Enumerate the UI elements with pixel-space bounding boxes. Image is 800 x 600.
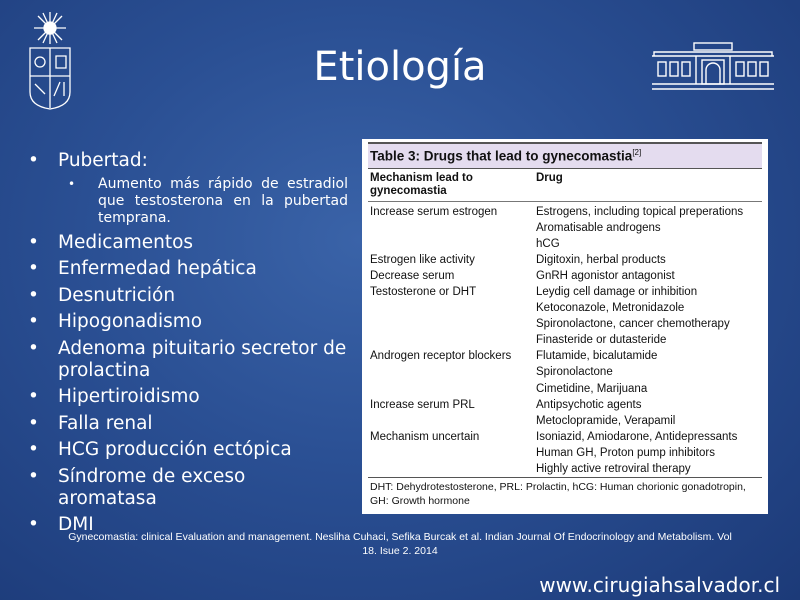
bullet-item: • Hipogonadismo bbox=[28, 311, 348, 333]
table-footnote: DHT: Dehydrotestosterone, PRL: Prolactin, hCG: Human chorionic gonadotropin, GH: Growth hormone bbox=[368, 477, 762, 508]
table-cell-mechanism bbox=[370, 316, 536, 332]
table-cell-mechanism: Androgen receptor blockers bbox=[370, 350, 512, 363]
table-row bbox=[370, 204, 760, 220]
table-row bbox=[370, 429, 760, 445]
slide-title: Etiología bbox=[313, 44, 487, 90]
table-cell-mechanism bbox=[370, 461, 536, 477]
table-cell-drug: Spironolactone bbox=[536, 366, 613, 379]
table-cell-drug: Cimetidine, Marijuana bbox=[536, 382, 648, 395]
table-cell-drug: Antipsychotic agents bbox=[536, 398, 642, 411]
bullet-text: Pubertad: bbox=[58, 150, 148, 171]
table-cell-mechanism bbox=[370, 381, 536, 397]
table-cell-drug: Digitoxin, herbal products bbox=[536, 253, 666, 266]
citation: Gynecomastia: clinical Evaluation and management. Nesliha Cuhaci, Sefika Burcak et al. Indian Journal Of Endocrinology and Metabolism. Vol 18. Isue 2. 2014 bbox=[68, 531, 732, 557]
table-cell-mechanism bbox=[370, 300, 536, 316]
table-cell-mechanism bbox=[370, 445, 536, 461]
table-cell-mechanism bbox=[370, 364, 536, 380]
table-cell-mechanism: Increase serum estrogen bbox=[370, 205, 498, 218]
table-body bbox=[368, 202, 762, 478]
sub-bullet-list bbox=[58, 176, 348, 227]
bullet-item bbox=[28, 150, 348, 227]
table-row bbox=[370, 300, 760, 316]
table-cell-drug: Highly active retroviral therapy bbox=[536, 463, 691, 475]
bullet-item: • Medicamentos bbox=[28, 232, 348, 254]
table-cell-drug: GnRH agonistor antagonist bbox=[536, 269, 675, 282]
table-row bbox=[370, 252, 760, 268]
table-cell-mechanism: Increase serum PRL bbox=[370, 398, 475, 411]
bullet-item: • Adenoma pituitario secretor de prolactina bbox=[28, 338, 348, 382]
table-row bbox=[370, 316, 760, 332]
table-header-drug: Drug bbox=[536, 171, 563, 184]
table-cell-drug: Leydig cell damage or inhibition bbox=[536, 285, 698, 298]
bullet-item: • Enfermedad hepática bbox=[28, 258, 348, 280]
bullet-list bbox=[28, 150, 348, 541]
table-cell-drug: Human GH, Proton pump inhibitors bbox=[536, 446, 715, 459]
table-cell-drug: Metoclopramide, Verapamil bbox=[536, 414, 676, 427]
bullet-item: • HCG producción ectópica bbox=[28, 439, 348, 461]
table-cell-drug: Ketoconazole, Metronidazole bbox=[536, 302, 685, 315]
bullet-item: • Falla renal bbox=[28, 413, 348, 435]
table-cell-mechanism: Mechanism uncertain bbox=[370, 430, 480, 443]
table-row bbox=[370, 397, 760, 413]
table-row bbox=[370, 445, 760, 461]
table-cell-mechanism bbox=[370, 236, 536, 252]
table-row bbox=[370, 284, 760, 300]
table-row bbox=[370, 236, 760, 252]
table-cell-mechanism: Decrease serum bbox=[370, 269, 455, 282]
bullet-item: • Síndrome de exceso aromatasa bbox=[28, 466, 348, 510]
bullet-item: • Desnutrición bbox=[28, 285, 348, 307]
table-row bbox=[370, 461, 760, 477]
table-row bbox=[370, 381, 760, 397]
website-url: www.cirugiahsalvador.cl bbox=[539, 573, 780, 597]
table-cell-mechanism: Estrogen like activity bbox=[370, 253, 475, 266]
table-row bbox=[370, 364, 760, 380]
sub-bullet-item: • Aumento más rápido de estradiol que testosterona en la pubertad temprana. bbox=[58, 176, 348, 227]
table-cell-drug: Spironolactone, cancer chemotherapy bbox=[536, 318, 730, 331]
table-row bbox=[370, 268, 760, 284]
table-cell-drug: Flutamide, bicalutamide bbox=[536, 350, 658, 363]
table-cell-mechanism bbox=[370, 220, 536, 236]
table-title-ref: [2] bbox=[632, 148, 642, 157]
table-row bbox=[370, 413, 760, 429]
bullet-item: • Hipertiroidismo bbox=[28, 386, 348, 408]
table-title bbox=[368, 142, 762, 169]
table-header-row bbox=[368, 169, 762, 202]
drug-table-image bbox=[362, 139, 768, 514]
table-row bbox=[370, 220, 760, 236]
table-cell-drug: Finasteride or dutasteride bbox=[536, 334, 667, 347]
table-cell-mechanism bbox=[370, 413, 536, 429]
table-cell-mechanism bbox=[370, 332, 536, 348]
table-cell-mechanism: Testosterone or DHT bbox=[370, 285, 477, 298]
table-cell-drug: Estrogens, including topical preperations bbox=[536, 205, 744, 218]
table-header-mechanism: Mechanism lead to gynecomastia bbox=[370, 171, 473, 197]
table-cell-drug: Aromatisable androgens bbox=[536, 221, 661, 234]
table-row bbox=[370, 332, 760, 348]
table-title-text: Table 3: Drugs that lead to gynecomastia bbox=[370, 148, 633, 164]
table-row bbox=[370, 348, 760, 364]
bullet-item: • DMI bbox=[28, 514, 348, 536]
table-cell-drug: hCG bbox=[536, 237, 560, 250]
table-cell-drug: Isoniazid, Amiodarone, Antidepressants bbox=[536, 430, 738, 443]
